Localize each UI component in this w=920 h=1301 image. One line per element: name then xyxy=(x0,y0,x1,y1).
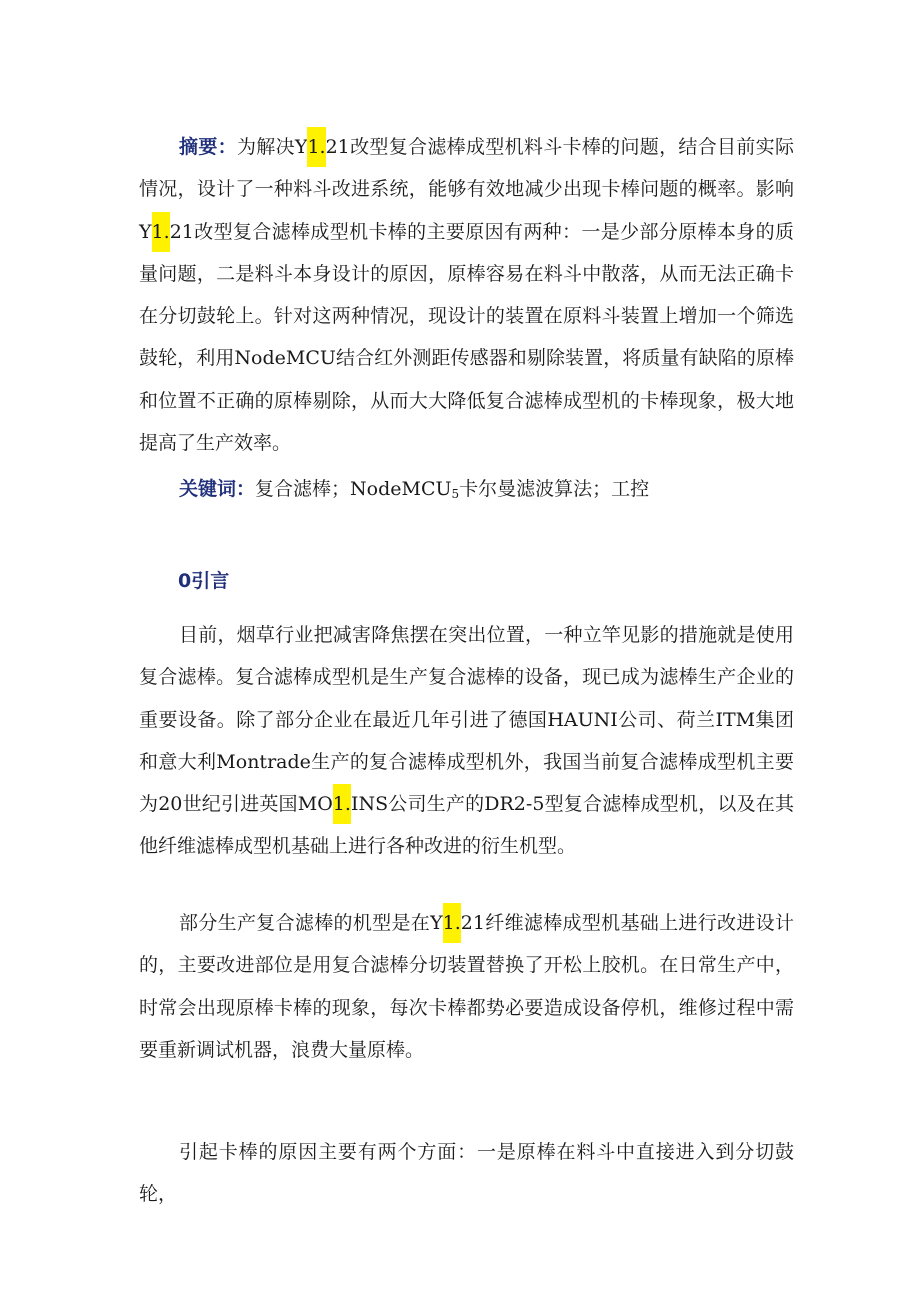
highlight-mark: 1. xyxy=(152,212,170,252)
section-heading: 0引言 xyxy=(178,570,230,592)
abstract-text-1: 为解决Y xyxy=(236,136,308,158)
abstract-paragraph xyxy=(139,126,794,464)
highlight-mark: 1. xyxy=(333,784,351,824)
abstract-text-2: 21改型复合滤棒成型机料斗卡棒的问题，结合目前实际情况，设计了一种料斗改进系统，能够有效地减少出现卡棒问题的概率。影响Y xyxy=(139,136,794,243)
intro-paragraph-2 xyxy=(139,902,794,1071)
intro-p1-text-1: 目前，烟草行业把减害降焦摆在突出位置，一种立竿见影的措施就是使用复合滤棒。复合滤棒成型机是生产复合滤棒的设备，现已成为滤棒生产企业的重要设备。除了部分企业在最近几年引进了德国HAUNI公司、荷兰ITM集团和意大利Montrade生产的复合滤棒成型机外，我国当前复合滤棒成型机主要为20世纪引进英国MO xyxy=(139,624,794,816)
keywords-text-2: 卡尔曼滤波算法；工控 xyxy=(459,478,650,500)
abstract-label: 摘要： xyxy=(179,136,237,158)
intro-p2-text-1: 部分生产复合滤棒的机型是在Y xyxy=(179,912,443,934)
intro-paragraph-3: 引起卡棒的原因主要有两个方面：一是原棒在料斗中直接进入到分切鼓轮， xyxy=(139,1141,794,1206)
highlight-mark: 1. xyxy=(307,127,325,167)
keywords-text-1: 复合滤棒；NodeMCU xyxy=(255,478,452,500)
keywords-subscript: 5 xyxy=(451,487,460,501)
intro-paragraph-1 xyxy=(139,614,794,868)
intro-p1-text-2: INS公司生产的DR2-5型复合滤棒成型机，以及在其他纤维滤棒成型机基础上进行各种改进的衍生机型。 xyxy=(139,793,794,858)
keywords-paragraph xyxy=(139,468,794,510)
abstract-text-3: 21改型复合滤棒成型机卡棒的主要原因有两种：一是少部分原棒本身的质量问题，二是料斗本身设计的原因，原棒容易在料斗中散落，从而无法正确卡在分切鼓轮上。针对这两种情况，现设计的装置在原料斗装置上增加一个筛选鼓轮，利用NodeMCU结合红外测距传感器和剔除装置，将质量有缺陷的原棒和位置不正确的原棒剔除，从而大大降低复合滤棒成型机的卡棒现象，极大地提高了生产效率。 xyxy=(139,220,794,455)
intro-p2-text-2: 21纤维滤棒成型机基础上进行改进设计的，主要改进部位是用复合滤棒分切装置替换了开松上胶机。在日常生产中，时常会出现原棒卡棒的现象，每次卡棒都势必要造成设备停机，维修过程中需要重新调试机器，浪费大量原棒。 xyxy=(139,912,794,1061)
keywords-label: 关键词： xyxy=(179,478,256,500)
highlight-mark: 1. xyxy=(443,903,461,943)
